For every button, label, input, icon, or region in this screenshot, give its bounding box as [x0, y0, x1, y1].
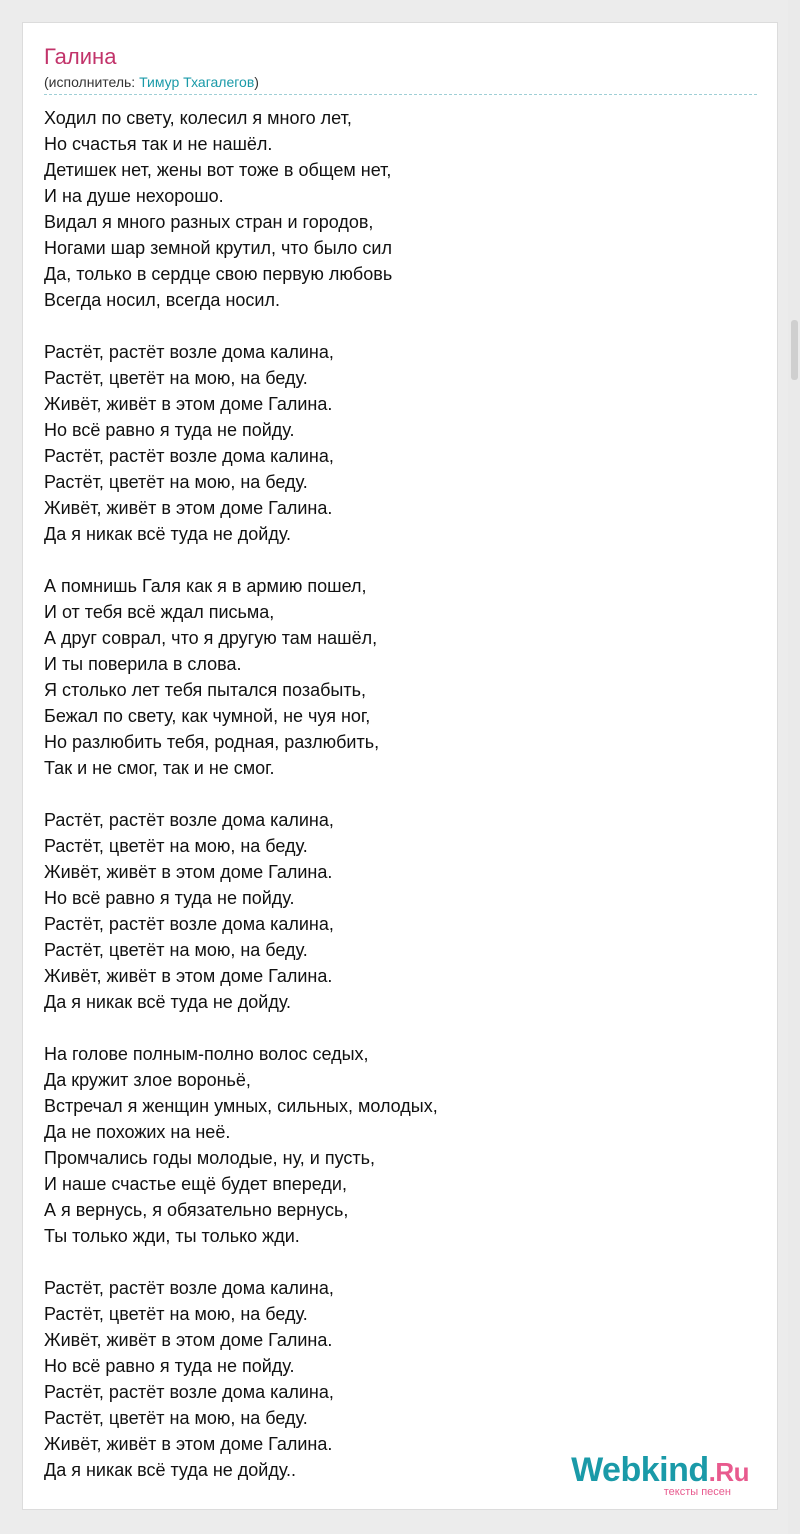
artist-link[interactable]: Тимур Тхагалегов — [139, 74, 255, 90]
lyric-line: Видал я много разных стран и городов, — [44, 212, 374, 232]
lyric-line: Встречал я женщин умных, сильных, молодых, — [44, 1096, 438, 1116]
lyrics-body — [44, 105, 744, 1509]
lyric-line: И наше счастье ещё будет впереди, — [44, 1174, 347, 1194]
divider — [44, 94, 757, 95]
scrollbar[interactable] — [788, 0, 800, 1534]
site-logo[interactable] — [549, 1451, 749, 1499]
stanza — [44, 573, 744, 781]
lyric-line: И ты поверила в слова. — [44, 654, 242, 674]
lyric-line: Но разлюбить тебя, родная, разлюбить, — [44, 732, 380, 752]
lyric-line: Так и не смог, так и не смог. — [44, 758, 275, 778]
song-title: Галина — [44, 44, 117, 69]
lyric-line: Растёт, цветёт на мою, на беду. — [44, 472, 308, 492]
stanza — [44, 105, 744, 313]
stanza — [44, 339, 744, 547]
artist-prefix: (исполнитель: — [44, 74, 140, 90]
lyric-line: Да я никак всё туда не дойду. — [44, 524, 292, 544]
lyric-line: И от тебя всё ждал письма, — [44, 602, 275, 622]
lyric-line: Живёт, живёт в этом доме Галина. — [44, 1330, 333, 1350]
lyric-line: Да я никак всё туда не дойду. — [44, 992, 292, 1012]
lyric-line: Растёт, цветёт на мою, на беду. — [44, 940, 308, 960]
lyric-line: Бежал по свету, как чумной, не чуя ног, — [44, 706, 371, 726]
logo-wordmark — [571, 1451, 749, 1491]
artist-suffix: ) — [254, 74, 259, 90]
scrollbar-thumb[interactable] — [791, 320, 798, 380]
lyric-line: Но всё равно я туда не пойду. — [44, 1356, 295, 1376]
lyric-line: Растёт, растёт возле дома калина, — [44, 342, 334, 362]
lyric-line: Но счастья так и не нашёл. — [44, 134, 273, 154]
lyric-line: Ходил по свету, колесил я много лет, — [44, 108, 352, 128]
lyric-line: Да не похожих на неё. — [44, 1122, 231, 1142]
lyric-line: Растёт, цветёт на мою, на беду. — [44, 368, 308, 388]
lyric-line: Но всё равно я туда не пойду. — [44, 420, 295, 440]
lyric-line: Я столько лет тебя пытался позабыть, — [44, 680, 366, 700]
lyric-line: Растёт, цветёт на мою, на беду. — [44, 836, 308, 856]
lyric-line: И на душе нехорошо. — [44, 186, 224, 206]
lyric-line: Растёт, цветёт на мою, на беду. — [44, 1304, 308, 1324]
lyric-line: Живёт, живёт в этом доме Галина. — [44, 1434, 333, 1454]
lyric-line: Растёт, растёт возле дома калина, — [44, 810, 334, 830]
lyric-line: Растёт, растёт возле дома калина, — [44, 914, 334, 934]
logo-tagline: тексты песен — [663, 1486, 731, 1498]
stanza — [44, 1041, 744, 1249]
lyric-line: А друг соврал, что я другую там нашёл, — [44, 628, 378, 648]
lyric-line: Детишек нет, жены вот тоже в общем нет, — [44, 160, 392, 180]
lyric-line: Ты только жди, ты только жди. — [44, 1226, 300, 1246]
lyric-line: Живёт, живёт в этом доме Галина. — [44, 862, 333, 882]
artist-line — [44, 73, 259, 91]
lyric-line: Да, только в сердце свою первую любовь — [44, 264, 393, 284]
lyric-line: На голове полным-полно волос седых, — [44, 1044, 369, 1064]
lyric-line: Живёт, живёт в этом доме Галина. — [44, 966, 333, 986]
lyric-line: Растёт, цветёт на мою, на беду. — [44, 1408, 308, 1428]
lyric-line: Да я никак всё туда не дойду.. — [44, 1460, 297, 1480]
lyric-line: Растёт, растёт возле дома калина, — [44, 446, 334, 466]
lyric-line: Растёт, растёт возле дома калина, — [44, 1382, 334, 1402]
logo-tld: .Ru — [708, 1457, 749, 1487]
lyric-line: Да кружит злое вороньё, — [44, 1070, 251, 1090]
lyric-line: Но всё равно я туда не пойду. — [44, 888, 295, 908]
lyric-line: Живёт, живёт в этом доме Галина. — [44, 394, 333, 414]
lyric-line: Промчались годы молодые, ну, и пусть, — [44, 1148, 376, 1168]
lyrics-card — [22, 22, 778, 1510]
lyric-line: А помнишь Галя как я в армию пошел, — [44, 576, 367, 596]
stanza — [44, 807, 744, 1015]
lyric-line: Живёт, живёт в этом доме Галина. — [44, 498, 333, 518]
logo-main-text: Webkind — [571, 1451, 709, 1489]
lyric-line: Ногами шар земной крутил, что было сил — [44, 238, 392, 258]
lyric-line: А я вернусь, я обязательно вернусь, — [44, 1200, 349, 1220]
lyric-line: Всегда носил, всегда носил. — [44, 290, 280, 310]
lyric-line: Растёт, растёт возле дома калина, — [44, 1278, 334, 1298]
